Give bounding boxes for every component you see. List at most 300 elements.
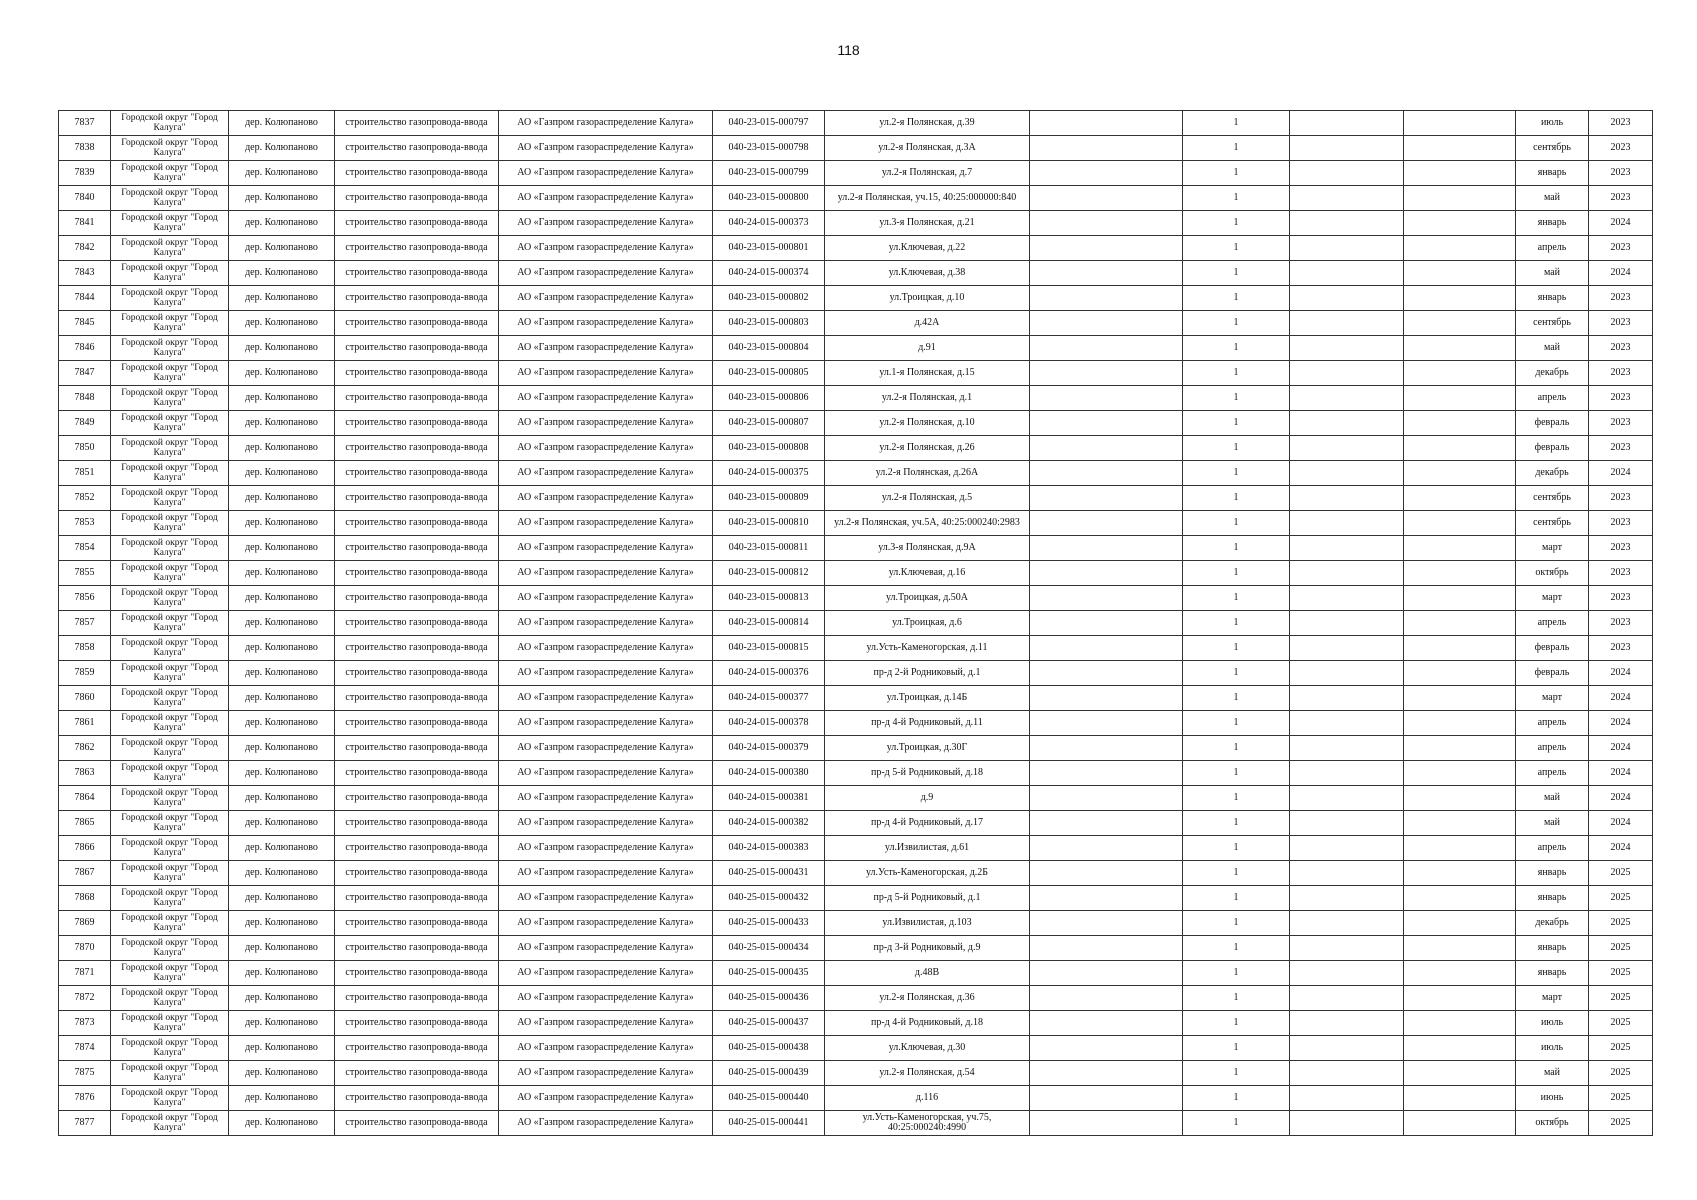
work-type-cell: строительство газопровода-ввода xyxy=(335,1036,499,1061)
address-cell: ул.Ключевая, д.30 xyxy=(825,1036,1030,1061)
table-row xyxy=(59,711,1653,736)
quantity-cell: 1 xyxy=(1183,211,1290,236)
quantity-cell: 1 xyxy=(1183,636,1290,661)
table-row xyxy=(59,436,1653,461)
organization-cell: АО «Газпром газораспределение Калуга» xyxy=(499,1036,713,1061)
organization-cell: АО «Газпром газораспределение Калуга» xyxy=(499,486,713,511)
table-row xyxy=(59,411,1653,436)
settlement-cell: дер. Колюпаново xyxy=(229,686,335,711)
year-cell: 2023 xyxy=(1589,361,1653,386)
address-cell: д.116 xyxy=(825,1086,1030,1111)
settlement-cell: дер. Колюпаново xyxy=(229,436,335,461)
month-cell: декабрь xyxy=(1516,461,1589,486)
quantity-cell: 1 xyxy=(1183,1086,1290,1111)
empty-cell xyxy=(1290,861,1404,886)
quantity-cell: 1 xyxy=(1183,386,1290,411)
organization-cell: АО «Газпром газораспределение Калуга» xyxy=(499,561,713,586)
work-type-cell: строительство газопровода-ввода xyxy=(335,911,499,936)
organization-cell: АО «Газпром газораспределение Калуга» xyxy=(499,361,713,386)
table-row xyxy=(59,336,1653,361)
municipality-cell: Городской округ "Город Калуга" xyxy=(111,661,229,686)
quantity-cell: 1 xyxy=(1183,686,1290,711)
row-number: 7877 xyxy=(59,1111,111,1136)
empty-cell xyxy=(1404,361,1516,386)
address-cell: пр-д 3-й Родниковый, д.9 xyxy=(825,936,1030,961)
settlement-cell: дер. Колюпаново xyxy=(229,1011,335,1036)
object-code-cell: 040-24-015-000379 xyxy=(713,736,825,761)
object-code-cell: 040-24-015-000383 xyxy=(713,836,825,861)
work-type-cell: строительство газопровода-ввода xyxy=(335,261,499,286)
empty-cell xyxy=(1030,736,1183,761)
month-cell: июнь xyxy=(1516,1086,1589,1111)
row-number: 7845 xyxy=(59,311,111,336)
object-code-cell: 040-24-015-000375 xyxy=(713,461,825,486)
quantity-cell: 1 xyxy=(1183,436,1290,461)
row-number: 7850 xyxy=(59,436,111,461)
object-code-cell: 040-23-015-000803 xyxy=(713,311,825,336)
quantity-cell: 1 xyxy=(1183,111,1290,136)
address-cell: д.42А xyxy=(825,311,1030,336)
work-type-cell: строительство газопровода-ввода xyxy=(335,1011,499,1036)
empty-cell xyxy=(1030,1086,1183,1111)
empty-cell xyxy=(1404,161,1516,186)
empty-cell xyxy=(1030,886,1183,911)
object-code-cell: 040-25-015-000434 xyxy=(713,936,825,961)
empty-cell xyxy=(1404,636,1516,661)
work-type-cell: строительство газопровода-ввода xyxy=(335,311,499,336)
empty-cell xyxy=(1290,486,1404,511)
object-code-cell: 040-25-015-000437 xyxy=(713,1011,825,1036)
address-cell: ул.2-я Полянская, д.54 xyxy=(825,1061,1030,1086)
row-number: 7842 xyxy=(59,236,111,261)
municipality-cell: Городской округ "Город Калуга" xyxy=(111,1086,229,1111)
empty-cell xyxy=(1404,261,1516,286)
work-type-cell: строительство газопровода-ввода xyxy=(335,986,499,1011)
empty-cell xyxy=(1290,461,1404,486)
row-number: 7846 xyxy=(59,336,111,361)
empty-cell xyxy=(1030,961,1183,986)
organization-cell: АО «Газпром газораспределение Калуга» xyxy=(499,661,713,686)
quantity-cell: 1 xyxy=(1183,136,1290,161)
empty-cell xyxy=(1404,861,1516,886)
year-cell: 2024 xyxy=(1589,661,1653,686)
settlement-cell: дер. Колюпаново xyxy=(229,1111,335,1136)
work-type-cell: строительство газопровода-ввода xyxy=(335,436,499,461)
row-number: 7871 xyxy=(59,961,111,986)
row-number: 7873 xyxy=(59,1011,111,1036)
settlement-cell: дер. Колюпаново xyxy=(229,786,335,811)
address-cell: ул.Усть-Каменогорская, д.2Б xyxy=(825,861,1030,886)
year-cell: 2024 xyxy=(1589,761,1653,786)
empty-cell xyxy=(1290,961,1404,986)
empty-cell xyxy=(1290,311,1404,336)
year-cell: 2023 xyxy=(1589,136,1653,161)
quantity-cell: 1 xyxy=(1183,661,1290,686)
municipality-cell: Городской округ "Город Калуга" xyxy=(111,236,229,261)
row-number: 7840 xyxy=(59,186,111,211)
organization-cell: АО «Газпром газораспределение Калуга» xyxy=(499,311,713,336)
year-cell: 2024 xyxy=(1589,736,1653,761)
empty-cell xyxy=(1404,511,1516,536)
empty-cell xyxy=(1290,161,1404,186)
object-code-cell: 040-23-015-000797 xyxy=(713,111,825,136)
month-cell: май xyxy=(1516,786,1589,811)
quantity-cell: 1 xyxy=(1183,711,1290,736)
row-number: 7861 xyxy=(59,711,111,736)
municipality-cell: Городской округ "Город Калуга" xyxy=(111,786,229,811)
empty-cell xyxy=(1030,936,1183,961)
organization-cell: АО «Газпром газораспределение Калуга» xyxy=(499,911,713,936)
empty-cell xyxy=(1290,661,1404,686)
year-cell: 2023 xyxy=(1589,586,1653,611)
municipality-cell: Городской округ "Город Калуга" xyxy=(111,936,229,961)
row-number: 7872 xyxy=(59,986,111,1011)
empty-cell xyxy=(1290,436,1404,461)
object-code-cell: 040-24-015-000373 xyxy=(713,211,825,236)
organization-cell: АО «Газпром газораспределение Калуга» xyxy=(499,236,713,261)
row-number: 7862 xyxy=(59,736,111,761)
row-number: 7838 xyxy=(59,136,111,161)
object-code-cell: 040-23-015-000807 xyxy=(713,411,825,436)
organization-cell: АО «Газпром газораспределение Калуга» xyxy=(499,586,713,611)
empty-cell xyxy=(1404,936,1516,961)
year-cell: 2025 xyxy=(1589,911,1653,936)
month-cell: октябрь xyxy=(1516,561,1589,586)
work-type-cell: строительство газопровода-ввода xyxy=(335,361,499,386)
year-cell: 2023 xyxy=(1589,386,1653,411)
table-row xyxy=(59,836,1653,861)
year-cell: 2023 xyxy=(1589,561,1653,586)
empty-cell xyxy=(1030,986,1183,1011)
quantity-cell: 1 xyxy=(1183,1061,1290,1086)
address-cell: пр-д 2-й Родниковый, д.1 xyxy=(825,661,1030,686)
year-cell: 2023 xyxy=(1589,286,1653,311)
address-cell: пр-д 4-й Родниковый, д.18 xyxy=(825,1011,1030,1036)
settlement-cell: дер. Колюпаново xyxy=(229,586,335,611)
table-row xyxy=(59,361,1653,386)
row-number: 7847 xyxy=(59,361,111,386)
settlement-cell: дер. Колюпаново xyxy=(229,186,335,211)
municipality-cell: Городской округ "Город Калуга" xyxy=(111,261,229,286)
municipality-cell: Городской округ "Город Калуга" xyxy=(111,511,229,536)
quantity-cell: 1 xyxy=(1183,786,1290,811)
work-type-cell: строительство газопровода-ввода xyxy=(335,811,499,836)
month-cell: январь xyxy=(1516,886,1589,911)
register-body xyxy=(59,111,1653,1136)
settlement-cell: дер. Колюпаново xyxy=(229,111,335,136)
object-code-cell: 040-25-015-000440 xyxy=(713,1086,825,1111)
empty-cell xyxy=(1404,1111,1516,1136)
empty-cell xyxy=(1404,1036,1516,1061)
work-type-cell: строительство газопровода-ввода xyxy=(335,286,499,311)
municipality-cell: Городской округ "Город Калуга" xyxy=(111,586,229,611)
municipality-cell: Городской округ "Город Калуга" xyxy=(111,286,229,311)
year-cell: 2025 xyxy=(1589,1086,1653,1111)
empty-cell xyxy=(1290,336,1404,361)
empty-cell xyxy=(1404,686,1516,711)
row-number: 7852 xyxy=(59,486,111,511)
year-cell: 2024 xyxy=(1589,786,1653,811)
month-cell: сентябрь xyxy=(1516,486,1589,511)
empty-cell xyxy=(1404,186,1516,211)
work-type-cell: строительство газопровода-ввода xyxy=(335,661,499,686)
month-cell: сентябрь xyxy=(1516,311,1589,336)
address-cell: ул.Троицкая, д.14Б xyxy=(825,686,1030,711)
object-code-cell: 040-23-015-000809 xyxy=(713,486,825,511)
year-cell: 2023 xyxy=(1589,511,1653,536)
settlement-cell: дер. Колюпаново xyxy=(229,936,335,961)
empty-cell xyxy=(1030,361,1183,386)
empty-cell xyxy=(1030,1111,1183,1136)
empty-cell xyxy=(1404,236,1516,261)
empty-cell xyxy=(1030,1036,1183,1061)
empty-cell xyxy=(1404,536,1516,561)
object-code-cell: 040-24-015-000382 xyxy=(713,811,825,836)
row-number: 7864 xyxy=(59,786,111,811)
quantity-cell: 1 xyxy=(1183,186,1290,211)
table-row xyxy=(59,111,1653,136)
year-cell: 2025 xyxy=(1589,936,1653,961)
work-type-cell: строительство газопровода-ввода xyxy=(335,586,499,611)
quantity-cell: 1 xyxy=(1183,986,1290,1011)
row-number: 7848 xyxy=(59,386,111,411)
municipality-cell: Городской округ "Город Калуга" xyxy=(111,911,229,936)
settlement-cell: дер. Колюпаново xyxy=(229,536,335,561)
year-cell: 2023 xyxy=(1589,536,1653,561)
object-code-cell: 040-23-015-000806 xyxy=(713,386,825,411)
organization-cell: АО «Газпром газораспределение Калуга» xyxy=(499,536,713,561)
year-cell: 2023 xyxy=(1589,486,1653,511)
municipality-cell: Городской округ "Город Калуга" xyxy=(111,736,229,761)
object-code-cell: 040-24-015-000376 xyxy=(713,661,825,686)
empty-cell xyxy=(1290,236,1404,261)
quantity-cell: 1 xyxy=(1183,1011,1290,1036)
empty-cell xyxy=(1030,236,1183,261)
month-cell: май xyxy=(1516,811,1589,836)
settlement-cell: дер. Колюпаново xyxy=(229,411,335,436)
address-cell: ул.Усть-Каменогорская, д.11 xyxy=(825,636,1030,661)
work-type-cell: строительство газопровода-ввода xyxy=(335,461,499,486)
month-cell: апрель xyxy=(1516,236,1589,261)
register-table xyxy=(58,110,1653,1136)
table-row xyxy=(59,511,1653,536)
row-number: 7865 xyxy=(59,811,111,836)
municipality-cell: Городской округ "Город Калуга" xyxy=(111,386,229,411)
month-cell: январь xyxy=(1516,286,1589,311)
municipality-cell: Городской округ "Город Калуга" xyxy=(111,861,229,886)
empty-cell xyxy=(1404,1086,1516,1111)
empty-cell xyxy=(1290,686,1404,711)
table-row xyxy=(59,261,1653,286)
work-type-cell: строительство газопровода-ввода xyxy=(335,761,499,786)
month-cell: октябрь xyxy=(1516,1111,1589,1136)
empty-cell xyxy=(1404,136,1516,161)
municipality-cell: Городской округ "Город Калуга" xyxy=(111,336,229,361)
year-cell: 2023 xyxy=(1589,611,1653,636)
organization-cell: АО «Газпром газораспределение Калуга» xyxy=(499,436,713,461)
object-code-cell: 040-25-015-000439 xyxy=(713,1061,825,1086)
settlement-cell: дер. Колюпаново xyxy=(229,836,335,861)
empty-cell xyxy=(1404,736,1516,761)
municipality-cell: Городской округ "Город Калуга" xyxy=(111,636,229,661)
settlement-cell: дер. Колюпаново xyxy=(229,311,335,336)
organization-cell: АО «Газпром газораспределение Калуга» xyxy=(499,511,713,536)
year-cell: 2023 xyxy=(1589,186,1653,211)
year-cell: 2023 xyxy=(1589,161,1653,186)
organization-cell: АО «Газпром газораспределение Калуга» xyxy=(499,736,713,761)
table-row xyxy=(59,986,1653,1011)
year-cell: 2024 xyxy=(1589,711,1653,736)
address-cell: д.48В xyxy=(825,961,1030,986)
address-cell: ул.Троицкая, д.50А xyxy=(825,586,1030,611)
municipality-cell: Городской округ "Город Калуга" xyxy=(111,486,229,511)
month-cell: сентябрь xyxy=(1516,136,1589,161)
year-cell: 2025 xyxy=(1589,886,1653,911)
work-type-cell: строительство газопровода-ввода xyxy=(335,411,499,436)
municipality-cell: Городской округ "Город Калуга" xyxy=(111,311,229,336)
municipality-cell: Городской округ "Город Калуга" xyxy=(111,211,229,236)
table-row xyxy=(59,586,1653,611)
empty-cell xyxy=(1404,486,1516,511)
settlement-cell: дер. Колюпаново xyxy=(229,636,335,661)
empty-cell xyxy=(1290,136,1404,161)
month-cell: апрель xyxy=(1516,761,1589,786)
table-row xyxy=(59,1111,1653,1136)
empty-cell xyxy=(1030,1061,1183,1086)
quantity-cell: 1 xyxy=(1183,886,1290,911)
month-cell: апрель xyxy=(1516,386,1589,411)
object-code-cell: 040-23-015-000798 xyxy=(713,136,825,161)
empty-cell xyxy=(1404,786,1516,811)
empty-cell xyxy=(1404,1011,1516,1036)
empty-cell xyxy=(1404,311,1516,336)
year-cell: 2023 xyxy=(1589,111,1653,136)
address-cell: ул.3-я Полянская, д.21 xyxy=(825,211,1030,236)
month-cell: март xyxy=(1516,536,1589,561)
empty-cell xyxy=(1290,736,1404,761)
empty-cell xyxy=(1290,511,1404,536)
work-type-cell: строительство газопровода-ввода xyxy=(335,861,499,886)
object-code-cell: 040-23-015-000799 xyxy=(713,161,825,186)
address-cell: ул.Троицкая, д.10 xyxy=(825,286,1030,311)
address-cell: ул.Ключевая, д.38 xyxy=(825,261,1030,286)
empty-cell xyxy=(1030,436,1183,461)
settlement-cell: дер. Колюпаново xyxy=(229,811,335,836)
settlement-cell: дер. Колюпаново xyxy=(229,361,335,386)
organization-cell: АО «Газпром газораспределение Калуга» xyxy=(499,111,713,136)
quantity-cell: 1 xyxy=(1183,311,1290,336)
quantity-cell: 1 xyxy=(1183,761,1290,786)
empty-cell xyxy=(1404,911,1516,936)
address-cell: ул.3-я Полянская, д.9А xyxy=(825,536,1030,561)
work-type-cell: строительство газопровода-ввода xyxy=(335,936,499,961)
organization-cell: АО «Газпром газораспределение Калуга» xyxy=(499,961,713,986)
empty-cell xyxy=(1404,286,1516,311)
empty-cell xyxy=(1404,611,1516,636)
settlement-cell: дер. Колюпаново xyxy=(229,661,335,686)
empty-cell xyxy=(1404,586,1516,611)
quantity-cell: 1 xyxy=(1183,611,1290,636)
organization-cell: АО «Газпром газораспределение Калуга» xyxy=(499,1061,713,1086)
empty-cell xyxy=(1030,511,1183,536)
empty-cell xyxy=(1030,636,1183,661)
address-cell: д.91 xyxy=(825,336,1030,361)
address-cell: ул.Извилистая, д.61 xyxy=(825,836,1030,861)
empty-cell xyxy=(1030,711,1183,736)
empty-cell xyxy=(1290,361,1404,386)
settlement-cell: дер. Колюпаново xyxy=(229,136,335,161)
work-type-cell: строительство газопровода-ввода xyxy=(335,161,499,186)
work-type-cell: строительство газопровода-ввода xyxy=(335,511,499,536)
settlement-cell: дер. Колюпаново xyxy=(229,261,335,286)
object-code-cell: 040-23-015-000814 xyxy=(713,611,825,636)
quantity-cell: 1 xyxy=(1183,1036,1290,1061)
municipality-cell: Городской округ "Город Калуга" xyxy=(111,111,229,136)
work-type-cell: строительство газопровода-ввода xyxy=(335,961,499,986)
empty-cell xyxy=(1030,111,1183,136)
work-type-cell: строительство газопровода-ввода xyxy=(335,136,499,161)
quantity-cell: 1 xyxy=(1183,261,1290,286)
empty-cell xyxy=(1030,486,1183,511)
row-number: 7874 xyxy=(59,1036,111,1061)
object-code-cell: 040-23-015-000802 xyxy=(713,286,825,311)
table-row xyxy=(59,761,1653,786)
municipality-cell: Городской округ "Город Калуга" xyxy=(111,761,229,786)
municipality-cell: Городской округ "Город Калуга" xyxy=(111,1111,229,1136)
address-cell: ул.2-я Полянская, д.39 xyxy=(825,111,1030,136)
organization-cell: АО «Газпром газораспределение Калуга» xyxy=(499,411,713,436)
object-code-cell: 040-25-015-000438 xyxy=(713,1036,825,1061)
month-cell: март xyxy=(1516,586,1589,611)
work-type-cell: строительство газопровода-ввода xyxy=(335,611,499,636)
quantity-cell: 1 xyxy=(1183,586,1290,611)
address-cell: пр-д 5-й Родниковый, д.18 xyxy=(825,761,1030,786)
organization-cell: АО «Газпром газораспределение Калуга» xyxy=(499,761,713,786)
empty-cell xyxy=(1030,836,1183,861)
work-type-cell: строительство газопровода-ввода xyxy=(335,186,499,211)
empty-cell xyxy=(1030,411,1183,436)
year-cell: 2025 xyxy=(1589,961,1653,986)
page-number: 118 xyxy=(837,42,860,58)
row-number: 7876 xyxy=(59,1086,111,1111)
organization-cell: АО «Газпром газораспределение Калуга» xyxy=(499,211,713,236)
empty-cell xyxy=(1404,761,1516,786)
empty-cell xyxy=(1030,861,1183,886)
address-cell: ул.Усть-Каменогорская, уч.75, 40:25:000240:4990 xyxy=(825,1111,1030,1136)
settlement-cell: дер. Колюпаново xyxy=(229,711,335,736)
municipality-cell: Городской округ "Город Калуга" xyxy=(111,836,229,861)
empty-cell xyxy=(1030,386,1183,411)
table-row xyxy=(59,811,1653,836)
row-number: 7875 xyxy=(59,1061,111,1086)
year-cell: 2025 xyxy=(1589,986,1653,1011)
month-cell: апрель xyxy=(1516,836,1589,861)
table-row xyxy=(59,661,1653,686)
municipality-cell: Городской округ "Город Калуга" xyxy=(111,1036,229,1061)
month-cell: декабрь xyxy=(1516,911,1589,936)
settlement-cell: дер. Колюпаново xyxy=(229,961,335,986)
municipality-cell: Городской округ "Город Калуга" xyxy=(111,161,229,186)
year-cell: 2024 xyxy=(1589,261,1653,286)
municipality-cell: Городской округ "Город Калуга" xyxy=(111,686,229,711)
year-cell: 2023 xyxy=(1589,436,1653,461)
empty-cell xyxy=(1290,561,1404,586)
row-number: 7867 xyxy=(59,861,111,886)
table-row xyxy=(59,786,1653,811)
municipality-cell: Городской округ "Город Калуга" xyxy=(111,1061,229,1086)
municipality-cell: Городской округ "Город Калуга" xyxy=(111,536,229,561)
empty-cell xyxy=(1030,286,1183,311)
